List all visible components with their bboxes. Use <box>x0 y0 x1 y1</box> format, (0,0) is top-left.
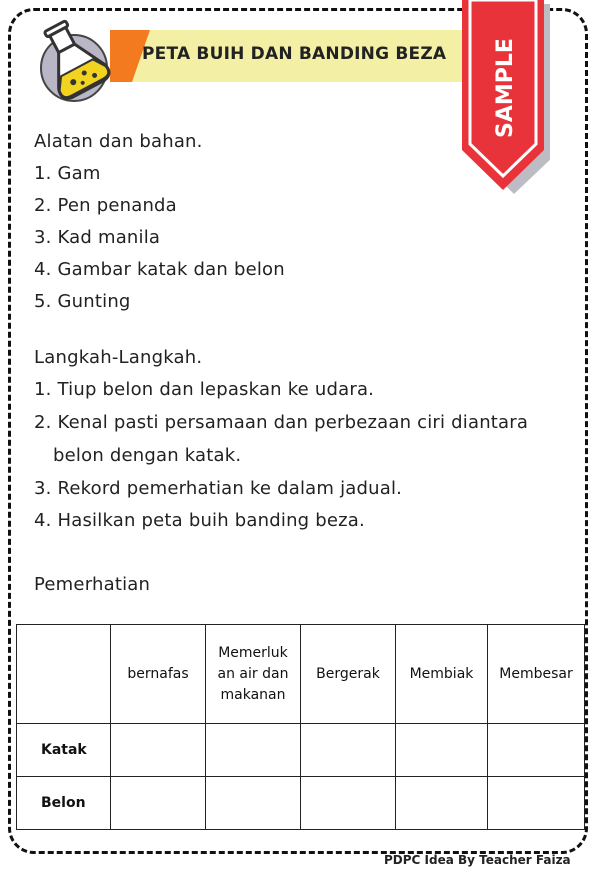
material-item: 3. Kad manila <box>34 227 161 248</box>
table-cell[interactable] <box>396 724 488 777</box>
table-row <box>17 724 585 777</box>
table-cell[interactable] <box>488 724 585 777</box>
table-header-cell <box>17 625 111 724</box>
footer-credit: PDPC Idea By Teacher Faiza <box>384 853 571 867</box>
step-item: 3. Rekord pemerhatian ke dalam jadual. <box>34 478 403 499</box>
step-item: 1. Tiup belon dan lepaskan ke udara. <box>34 379 375 400</box>
material-item: 2. Pen penanda <box>34 195 177 216</box>
page-title: PETA BUIH DAN BANDING BEZA <box>142 44 447 64</box>
step-item-continuation: belon dengan katak. <box>53 445 242 466</box>
table-row <box>17 777 585 830</box>
observation-table <box>16 624 585 830</box>
table-header-cell: Membiak <box>396 625 488 724</box>
row-label: Katak <box>17 724 111 777</box>
table-cell[interactable] <box>111 724 206 777</box>
table-cell[interactable] <box>396 777 488 830</box>
step-item: 2. Kenal pasti persamaan dan perbezaan ciri diantara <box>34 412 529 433</box>
table-cell[interactable] <box>301 777 396 830</box>
step-item: 4. Hasilkan peta buih banding beza. <box>34 510 365 531</box>
table-header-cell: Membesar <box>488 625 585 724</box>
table-cell[interactable] <box>301 724 396 777</box>
table-header-cell: Memerluk an air dan makanan <box>206 625 301 724</box>
materials-heading: Alatan dan bahan. <box>34 131 203 152</box>
material-item: 5. Gunting <box>34 291 131 312</box>
table-header-cell: Bergerak <box>301 625 396 724</box>
row-label: Belon <box>17 777 111 830</box>
table-header-row <box>17 625 585 724</box>
table-cell[interactable] <box>488 777 585 830</box>
ribbon-label: SAMPLE <box>493 38 518 138</box>
steps-heading: Langkah-Langkah. <box>34 347 203 368</box>
table-cell[interactable] <box>111 777 206 830</box>
table-cell[interactable] <box>206 724 301 777</box>
table-header-cell: bernafas <box>111 625 206 724</box>
material-item: 1. Gam <box>34 163 101 184</box>
sample-ribbon <box>458 0 550 196</box>
table-cell[interactable] <box>206 777 301 830</box>
observation-heading: Pemerhatian <box>34 574 151 595</box>
material-item: 4. Gambar katak dan belon <box>34 259 285 280</box>
flask-icon <box>36 16 118 108</box>
